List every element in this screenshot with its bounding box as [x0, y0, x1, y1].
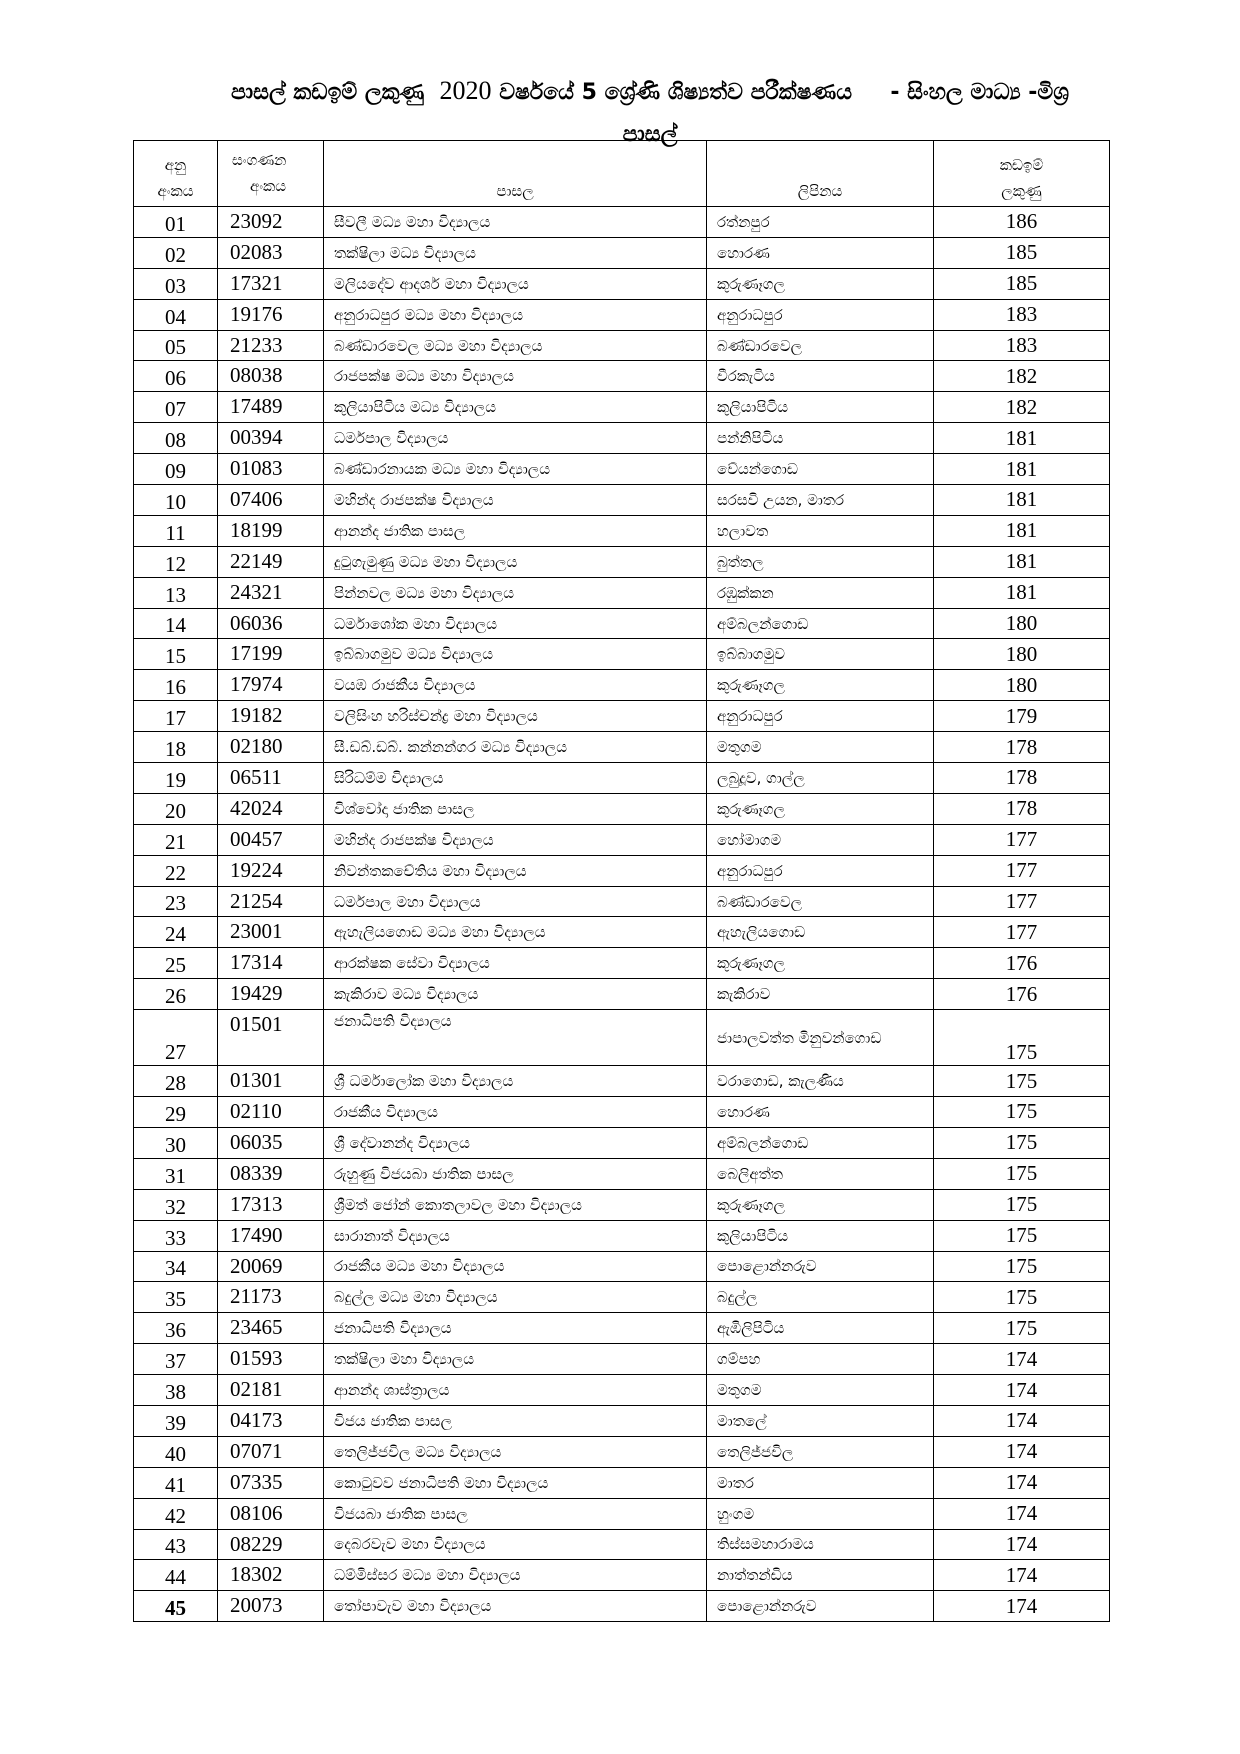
school-address: වීරකැටිය	[707, 361, 934, 392]
table-row	[134, 237, 1110, 268]
school-address: සරසවි උයන, මාතර	[707, 485, 934, 516]
table-header-row	[134, 141, 1110, 207]
row-index: 07	[134, 392, 218, 423]
header-school: පාසල	[324, 141, 707, 207]
row-index: 37	[134, 1344, 218, 1375]
school-name: ආනන්ද ජාතික පාසල	[324, 515, 707, 546]
table-row	[134, 454, 1110, 485]
cutoff-mark: 178	[934, 732, 1110, 763]
cutoff-mark: 183	[934, 330, 1110, 361]
cutoff-mark: 175	[934, 1251, 1110, 1282]
row-index: 01	[134, 207, 218, 238]
school-name: තක්ෂිලා මහා විද්‍යාලය	[324, 1344, 707, 1375]
table-row	[134, 392, 1110, 423]
school-name: ආරක්ෂක සේවා විද්‍යාලය	[324, 948, 707, 979]
row-index: 12	[134, 546, 218, 577]
school-address: හුංගම	[707, 1498, 934, 1529]
census-code: 18199	[218, 515, 324, 546]
school-address: බදුල්ල	[707, 1282, 934, 1313]
school-address: අනුරාධපුර	[707, 855, 934, 886]
cutoff-mark: 179	[934, 701, 1110, 732]
header-census-code: සංගණන අංකය	[218, 141, 324, 207]
census-code: 02110	[218, 1097, 324, 1128]
school-name: ශ්‍රී දේවානන්ද විද්‍යාලය	[324, 1127, 707, 1158]
cutoff-mark: 175	[934, 1220, 1110, 1251]
school-name: ජනාධිපති විද්‍යාලය	[324, 1313, 707, 1344]
table-row	[134, 1529, 1110, 1560]
table-row	[134, 1467, 1110, 1498]
school-name: කුලියාපිටිය මධ්‍ය විද්‍යාලය	[324, 392, 707, 423]
school-name: ධර්මපාල මහා විද්‍යාලය	[324, 886, 707, 917]
school-name: කැකිරාව මධ්‍ය විද්‍යාලය	[324, 979, 707, 1010]
row-index: 20	[134, 793, 218, 824]
cutoff-mark: 174	[934, 1498, 1110, 1529]
cutoff-mark: 175	[934, 1010, 1110, 1066]
table-row	[134, 1313, 1110, 1344]
school-address: පන්නිපිටිය	[707, 423, 934, 454]
school-address: රත්නපුර	[707, 207, 934, 238]
census-code: 08106	[218, 1498, 324, 1529]
table-row	[134, 330, 1110, 361]
school-name: බණ්ඩාරවෙල මධ්‍ය මහා විද්‍යාලය	[324, 330, 707, 361]
school-address: ඇඹිලිපිටිය	[707, 1313, 934, 1344]
school-address: බුත්තල	[707, 546, 934, 577]
cutoff-mark: 175	[934, 1313, 1110, 1344]
row-index: 15	[134, 639, 218, 670]
school-address: වරාගොඩ, කැලණිය	[707, 1066, 934, 1097]
cutoff-mark: 177	[934, 855, 1110, 886]
table-row	[134, 855, 1110, 886]
census-code: 06035	[218, 1127, 324, 1158]
school-address: කුරුණෑගල	[707, 268, 934, 299]
school-address: මතුගම	[707, 1375, 934, 1406]
school-address: කුලියාපිටිය	[707, 392, 934, 423]
cutoff-mark: 180	[934, 670, 1110, 701]
school-address: බෙලිඅත්ත	[707, 1158, 934, 1189]
school-address: තෙලිජ්ජවිල	[707, 1436, 934, 1467]
table-row	[134, 886, 1110, 917]
row-index: 30	[134, 1127, 218, 1158]
table-row	[134, 1498, 1110, 1529]
table-row	[134, 1066, 1110, 1097]
table-row	[134, 207, 1110, 238]
school-address: වේයන්ගොඩ	[707, 454, 934, 485]
census-code: 07406	[218, 485, 324, 516]
table-body	[134, 207, 1110, 1622]
cutoff-mark: 174	[934, 1405, 1110, 1436]
table-row	[134, 1127, 1110, 1158]
school-name: අනුරාධපුර මධ්‍ය මහා විද්‍යාලය	[324, 299, 707, 330]
row-index: 04	[134, 299, 218, 330]
table-row	[134, 1158, 1110, 1189]
school-name: සීවලී මධ්‍ය මහා විද්‍යාලය	[324, 207, 707, 238]
row-index: 24	[134, 917, 218, 948]
cutoff-mark: 174	[934, 1529, 1110, 1560]
census-code: 17974	[218, 670, 324, 701]
table-row	[134, 824, 1110, 855]
school-name: බදුල්ල මධ්‍ය මහා විද්‍යාලය	[324, 1282, 707, 1313]
row-index: 45	[134, 1591, 218, 1622]
cutoff-mark: 175	[934, 1127, 1110, 1158]
cutoff-mark: 186	[934, 207, 1110, 238]
school-name: ශ්‍රී ධර්මාලෝක මහා විද්‍යාලය	[324, 1066, 707, 1097]
school-address: අම්බලන්ගොඩ	[707, 1127, 934, 1158]
row-index: 26	[134, 979, 218, 1010]
census-code: 08038	[218, 361, 324, 392]
row-index: 42	[134, 1498, 218, 1529]
census-code: 19224	[218, 855, 324, 886]
cutoff-mark: 185	[934, 268, 1110, 299]
row-index: 18	[134, 732, 218, 763]
school-address: නාත්තන්ඩිය	[707, 1560, 934, 1591]
school-address: ලබුදූව, ගාල්ල	[707, 763, 934, 794]
row-index: 10	[134, 485, 218, 516]
cutoff-mark: 176	[934, 948, 1110, 979]
cutoff-mark: 178	[934, 763, 1110, 794]
cutoff-mark: 177	[934, 917, 1110, 948]
cutoff-mark: 174	[934, 1436, 1110, 1467]
table-row	[134, 608, 1110, 639]
census-code: 00457	[218, 824, 324, 855]
school-address: කැකිරාව	[707, 979, 934, 1010]
school-name: ජනාධිපති විද්‍යාලය	[324, 1010, 707, 1066]
table-row	[134, 1251, 1110, 1282]
school-name: විශ්වෝදා ජාතික පාසල	[324, 793, 707, 824]
table-row	[134, 1405, 1110, 1436]
school-name: ධර්මපාල විද්‍යාලය	[324, 423, 707, 454]
row-index: 22	[134, 855, 218, 886]
table-row	[134, 423, 1110, 454]
row-index: 19	[134, 763, 218, 794]
title-line-1	[150, 70, 1150, 114]
table-row	[134, 1344, 1110, 1375]
census-code: 21233	[218, 330, 324, 361]
title-part-3: - සිංහල මාධ්‍ය -මිශ්‍ර	[890, 80, 1069, 105]
school-name: රාජකීය විද්‍යාලය	[324, 1097, 707, 1128]
school-name: තක්ෂිලා මධ්‍ය විද්‍යාලය	[324, 237, 707, 268]
cutoff-mark: 181	[934, 423, 1110, 454]
cutoff-mark: 181	[934, 546, 1110, 577]
census-code: 18302	[218, 1560, 324, 1591]
school-name: තෝපාවැව මහා විද්‍යාලය	[324, 1591, 707, 1622]
row-index: 40	[134, 1436, 218, 1467]
census-code: 17490	[218, 1220, 324, 1251]
census-code: 07335	[218, 1467, 324, 1498]
row-index: 34	[134, 1251, 218, 1282]
cutoff-marks-table	[133, 140, 1110, 1622]
table-row	[134, 299, 1110, 330]
school-name: ශ්‍රීමත් ජෝන් කොතලාවල මහා විද්‍යාලය	[324, 1189, 707, 1220]
school-address: මාතලේ	[707, 1405, 934, 1436]
row-index: 41	[134, 1467, 218, 1498]
title-part-1: පාසල් කඩඉම් ලකුණු	[231, 80, 425, 105]
census-code: 02180	[218, 732, 324, 763]
cutoff-mark: 181	[934, 515, 1110, 546]
table-row	[134, 1097, 1110, 1128]
school-address: හලාවත	[707, 515, 934, 546]
school-address: අනුරාධපුර	[707, 701, 934, 732]
table-row	[134, 793, 1110, 824]
cutoff-mark: 181	[934, 485, 1110, 516]
school-address: හොරණ	[707, 1097, 934, 1128]
row-index: 23	[134, 886, 218, 917]
cutoff-mark: 174	[934, 1560, 1110, 1591]
school-address: ඉබ්බාගමුව	[707, 639, 934, 670]
school-address: මතුගම	[707, 732, 934, 763]
census-code: 20073	[218, 1591, 324, 1622]
census-code: 20069	[218, 1251, 324, 1282]
table-row	[134, 1436, 1110, 1467]
cutoff-mark: 174	[934, 1375, 1110, 1406]
row-index: 29	[134, 1097, 218, 1128]
table-row	[134, 485, 1110, 516]
table-row	[134, 979, 1110, 1010]
cutoff-mark: 174	[934, 1467, 1110, 1498]
census-code: 19429	[218, 979, 324, 1010]
school-name: මහින්ද රාජපක්ෂ විද්‍යාලය	[324, 824, 707, 855]
school-name: සිරිධම්ම විද්‍යාලය	[324, 763, 707, 794]
school-address: හෝමාගම	[707, 824, 934, 855]
school-name: කොටුවව ජනාධිපති මහා විද්‍යාලය	[324, 1467, 707, 1498]
school-address: කුරුණෑගල	[707, 793, 934, 824]
census-code: 01593	[218, 1344, 324, 1375]
row-index: 14	[134, 608, 218, 639]
row-index: 32	[134, 1189, 218, 1220]
table-row	[134, 1010, 1110, 1066]
school-name: බණ්ඩාරනායක මධ්‍ය මහා විද්‍යාලය	[324, 454, 707, 485]
census-code: 08339	[218, 1158, 324, 1189]
census-code: 23001	[218, 917, 324, 948]
census-code: 01301	[218, 1066, 324, 1097]
census-code: 24321	[218, 577, 324, 608]
cutoff-mark: 175	[934, 1158, 1110, 1189]
table-row	[134, 701, 1110, 732]
cutoff-mark: 183	[934, 299, 1110, 330]
school-address: පොළොන්නරුව	[707, 1591, 934, 1622]
row-index: 31	[134, 1158, 218, 1189]
row-index: 38	[134, 1375, 218, 1406]
row-index: 27	[134, 1010, 218, 1066]
cutoff-mark: 182	[934, 392, 1110, 423]
school-name: ඇහැලියගොඩ මධ්‍ය මහා විද්‍යාලය	[324, 917, 707, 948]
table-row	[134, 917, 1110, 948]
school-address: හොරණ	[707, 237, 934, 268]
census-code: 21254	[218, 886, 324, 917]
table-row	[134, 1282, 1110, 1313]
table-row	[134, 268, 1110, 299]
school-name: ආනන්ද ශාස්ත්‍රාලය	[324, 1375, 707, 1406]
census-code: 19176	[218, 299, 324, 330]
school-address: බණ්ඩාරවෙල	[707, 886, 934, 917]
census-code: 42024	[218, 793, 324, 824]
row-index: 33	[134, 1220, 218, 1251]
cutoff-mark: 175	[934, 1189, 1110, 1220]
school-name: විජය ජාතික පාසල	[324, 1405, 707, 1436]
cutoff-mark: 181	[934, 454, 1110, 485]
table-row	[134, 546, 1110, 577]
census-code: 17314	[218, 948, 324, 979]
row-index: 11	[134, 515, 218, 546]
row-index: 08	[134, 423, 218, 454]
census-code: 22149	[218, 546, 324, 577]
school-address: ඇහැලියගොඩ	[707, 917, 934, 948]
school-address: කුරුණෑගල	[707, 670, 934, 701]
table-row	[134, 577, 1110, 608]
table-row	[134, 361, 1110, 392]
census-code: 02181	[218, 1375, 324, 1406]
cutoff-mark: 177	[934, 824, 1110, 855]
table-row	[134, 1375, 1110, 1406]
school-name: මහින්ද රාජපක්ෂ විද්‍යාලය	[324, 485, 707, 516]
table-row	[134, 732, 1110, 763]
school-address: ජාපාලවත්ත මිනුවන්ගොඩ	[707, 1010, 934, 1066]
school-name: රාජපක්ෂ මධ්‍ය මහා විද්‍යාලය	[324, 361, 707, 392]
row-index: 25	[134, 948, 218, 979]
title-part-2: වර්ෂයේ 5 ශ්‍රේණි ශිෂ්‍යත්ව පරීක්ෂණය	[499, 80, 853, 105]
cutoff-mark: 175	[934, 1282, 1110, 1313]
school-address: තිස්සමහාරාමය	[707, 1529, 934, 1560]
census-code: 06511	[218, 763, 324, 794]
school-address: බණ්ඩාරවෙල	[707, 330, 934, 361]
school-name: ධර්මාශෝක මහා විද්‍යාලය	[324, 608, 707, 639]
cutoff-mark: 176	[934, 979, 1110, 1010]
table-row	[134, 1220, 1110, 1251]
row-index: 09	[134, 454, 218, 485]
census-code: 01083	[218, 454, 324, 485]
title-year: 2020	[439, 76, 492, 105]
school-address: අනුරාධපුර	[707, 299, 934, 330]
cutoff-mark: 175	[934, 1097, 1110, 1128]
census-code: 07071	[218, 1436, 324, 1467]
cutoff-mark: 180	[934, 639, 1110, 670]
school-name: රුහුණු විජයබා ජාතික පාසල	[324, 1158, 707, 1189]
census-code: 06036	[218, 608, 324, 639]
row-index: 28	[134, 1066, 218, 1097]
table-row	[134, 1560, 1110, 1591]
census-code: 17321	[218, 268, 324, 299]
row-index: 13	[134, 577, 218, 608]
row-index: 16	[134, 670, 218, 701]
cutoff-mark: 174	[934, 1344, 1110, 1375]
census-code: 23465	[218, 1313, 324, 1344]
table-row	[134, 948, 1110, 979]
school-address: කුරුණෑගල	[707, 948, 934, 979]
census-code: 21173	[218, 1282, 324, 1313]
cutoff-mark: 182	[934, 361, 1110, 392]
row-index: 36	[134, 1313, 218, 1344]
header-index: අනු අංකය	[134, 141, 218, 207]
school-name: වයඹ රාජකීය විද්‍යාලය	[324, 670, 707, 701]
school-name: රාජකීය මධ්‍ය මහා විද්‍යාලය	[324, 1251, 707, 1282]
title-line-2: පාසල්	[622, 122, 678, 147]
school-name: දෙබරවැව මහා විද්‍යාලය	[324, 1529, 707, 1560]
header-address: ලිපිනය	[707, 141, 934, 207]
census-code: 19182	[218, 701, 324, 732]
school-name: සාරානාත් විද්‍යාලය	[324, 1220, 707, 1251]
header-cutoff-mark: කඩඉම් ලකුණු	[934, 141, 1110, 207]
row-index: 21	[134, 824, 218, 855]
table-row	[134, 670, 1110, 701]
table-row	[134, 763, 1110, 794]
school-address: කුලියාපිටිය	[707, 1220, 934, 1251]
table-row	[134, 515, 1110, 546]
school-name: නිවන්තකචේතිය මහා විද්‍යාලය	[324, 855, 707, 886]
school-name: මලියදේව ආදර්ශ මහා විද්‍යාලය	[324, 268, 707, 299]
cutoff-mark: 181	[934, 577, 1110, 608]
census-code: 17199	[218, 639, 324, 670]
school-name: පින්නවල මධ්‍ය මහා විද්‍යාලය	[324, 577, 707, 608]
school-name: සී.ඩබ්.ඩබ්. කන්නන්ගර මධ්‍ය විද්‍යාලය	[324, 732, 707, 763]
school-address: අම්බලන්ගොඩ	[707, 608, 934, 639]
row-index: 03	[134, 268, 218, 299]
school-address: කුරුණෑගල	[707, 1189, 934, 1220]
census-code: 17313	[218, 1189, 324, 1220]
cutoff-mark: 178	[934, 793, 1110, 824]
row-index: 44	[134, 1560, 218, 1591]
row-index: 17	[134, 701, 218, 732]
row-index: 39	[134, 1405, 218, 1436]
table-row	[134, 1591, 1110, 1622]
school-name: දුටුගැමුණු මධ්‍ය මහා විද්‍යාලය	[324, 546, 707, 577]
cutoff-mark: 180	[934, 608, 1110, 639]
cutoff-mark: 175	[934, 1066, 1110, 1097]
school-name: වලිසිංහ හරිස්චන්ද්‍ර මහා විද්‍යාලය	[324, 701, 707, 732]
census-code: 02083	[218, 237, 324, 268]
school-name: තෙලිජ්ජවිල මධ්‍ය විද්‍යාලය	[324, 1436, 707, 1467]
cutoff-mark: 185	[934, 237, 1110, 268]
row-index: 05	[134, 330, 218, 361]
row-index: 35	[134, 1282, 218, 1313]
table-row	[134, 1189, 1110, 1220]
row-index: 43	[134, 1529, 218, 1560]
table-row	[134, 639, 1110, 670]
school-address: ගම්පහ	[707, 1344, 934, 1375]
school-address: මාතර	[707, 1467, 934, 1498]
school-name: ඉබ්බාගමුව මධ්‍ය විද්‍යාලය	[324, 639, 707, 670]
cutoff-mark: 174	[934, 1591, 1110, 1622]
school-name: ධම්මිස්සර මධ්‍ය මහා විද්‍යාලය	[324, 1560, 707, 1591]
census-code: 23092	[218, 207, 324, 238]
census-code: 01501	[218, 1010, 324, 1066]
census-code: 00394	[218, 423, 324, 454]
school-address: රඹුක්කන	[707, 577, 934, 608]
school-address: පොළොන්නරුව	[707, 1251, 934, 1282]
school-name: විජයබා ජාතික පාසල	[324, 1498, 707, 1529]
census-code: 08229	[218, 1529, 324, 1560]
row-index: 06	[134, 361, 218, 392]
row-index: 02	[134, 237, 218, 268]
cutoff-mark: 177	[934, 886, 1110, 917]
census-code: 04173	[218, 1405, 324, 1436]
census-code: 17489	[218, 392, 324, 423]
